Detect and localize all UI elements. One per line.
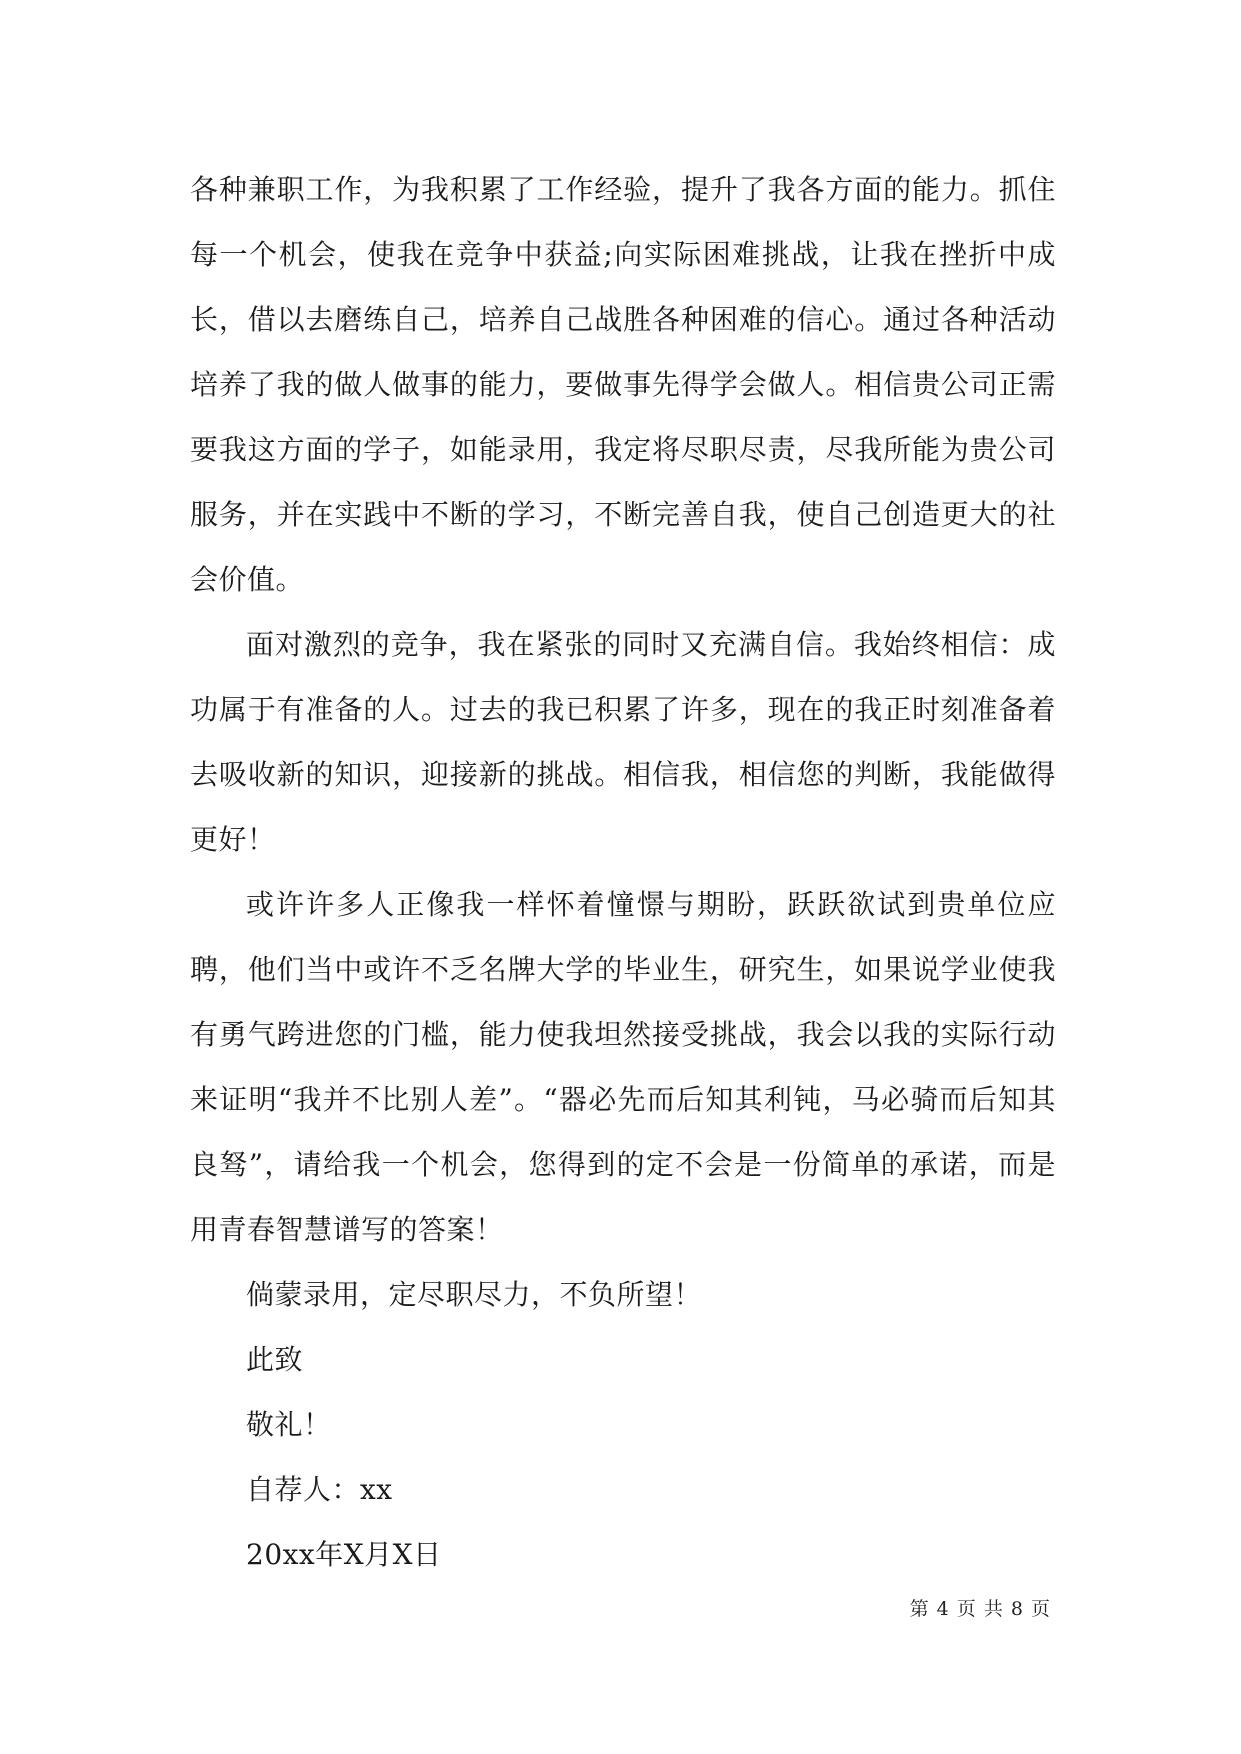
signature-line: 自荐人：xx: [246, 1473, 393, 1506]
page-number: 第 4 页 共 8 页: [909, 1598, 1051, 1620]
paragraph-competition: 面对激烈的竞争，我在紧张的同时又充满自信。我始终相信：成功属于有准备的人。过去的我已积累了许多，现在的我正时刻准备着去吸收新的知识，迎接新的挑战。相信我，相信您的判断，我能做得更好！: [190, 628, 1056, 856]
regards-line: 敬礼！: [246, 1408, 332, 1441]
document-body: [190, 157, 1056, 1587]
date-line: 20xx年X月X日: [246, 1538, 442, 1571]
paragraph-continued: 各种兼职工作，为我积累了工作经验，提升了我各方面的能力。抓住每一个机会，使我在竞争中获益;向实际困难挑战，让我在挫折中成长，借以去磨练自己，培养自己战胜各种困难的信心。通过各种活动培养了我的做人做事的能力，要做事先得学会做人。相信贵公司正需要我这方面的学子，如能录用，我定将尽职尽责，尽我所能为贵公司服务，并在实践中不断的学习，不断完善自我，使自己创造更大的社会价值。: [190, 173, 1056, 596]
salutation-line: 此致: [246, 1343, 304, 1376]
paragraph-opportunity: 或许许多人正像我一样怀着憧憬与期盼，跃跃欲试到贵单位应聘，他们当中或许不乏名牌大学的毕业生，研究生，如果说学业使我有勇气跨进您的门槛，能力使我坦然接受挑战，我会以我的实际行动来证明“我并不比别人差”。“器必先而后知其利钝，马必骑而后知其良驽”，请给我一个机会，您得到的定不会是一份简单的承诺，而是用青春智慧谱写的答案！: [190, 888, 1056, 1246]
closing-hope-line: 倘蒙录用，定尽职尽力，不负所望！: [246, 1278, 703, 1311]
